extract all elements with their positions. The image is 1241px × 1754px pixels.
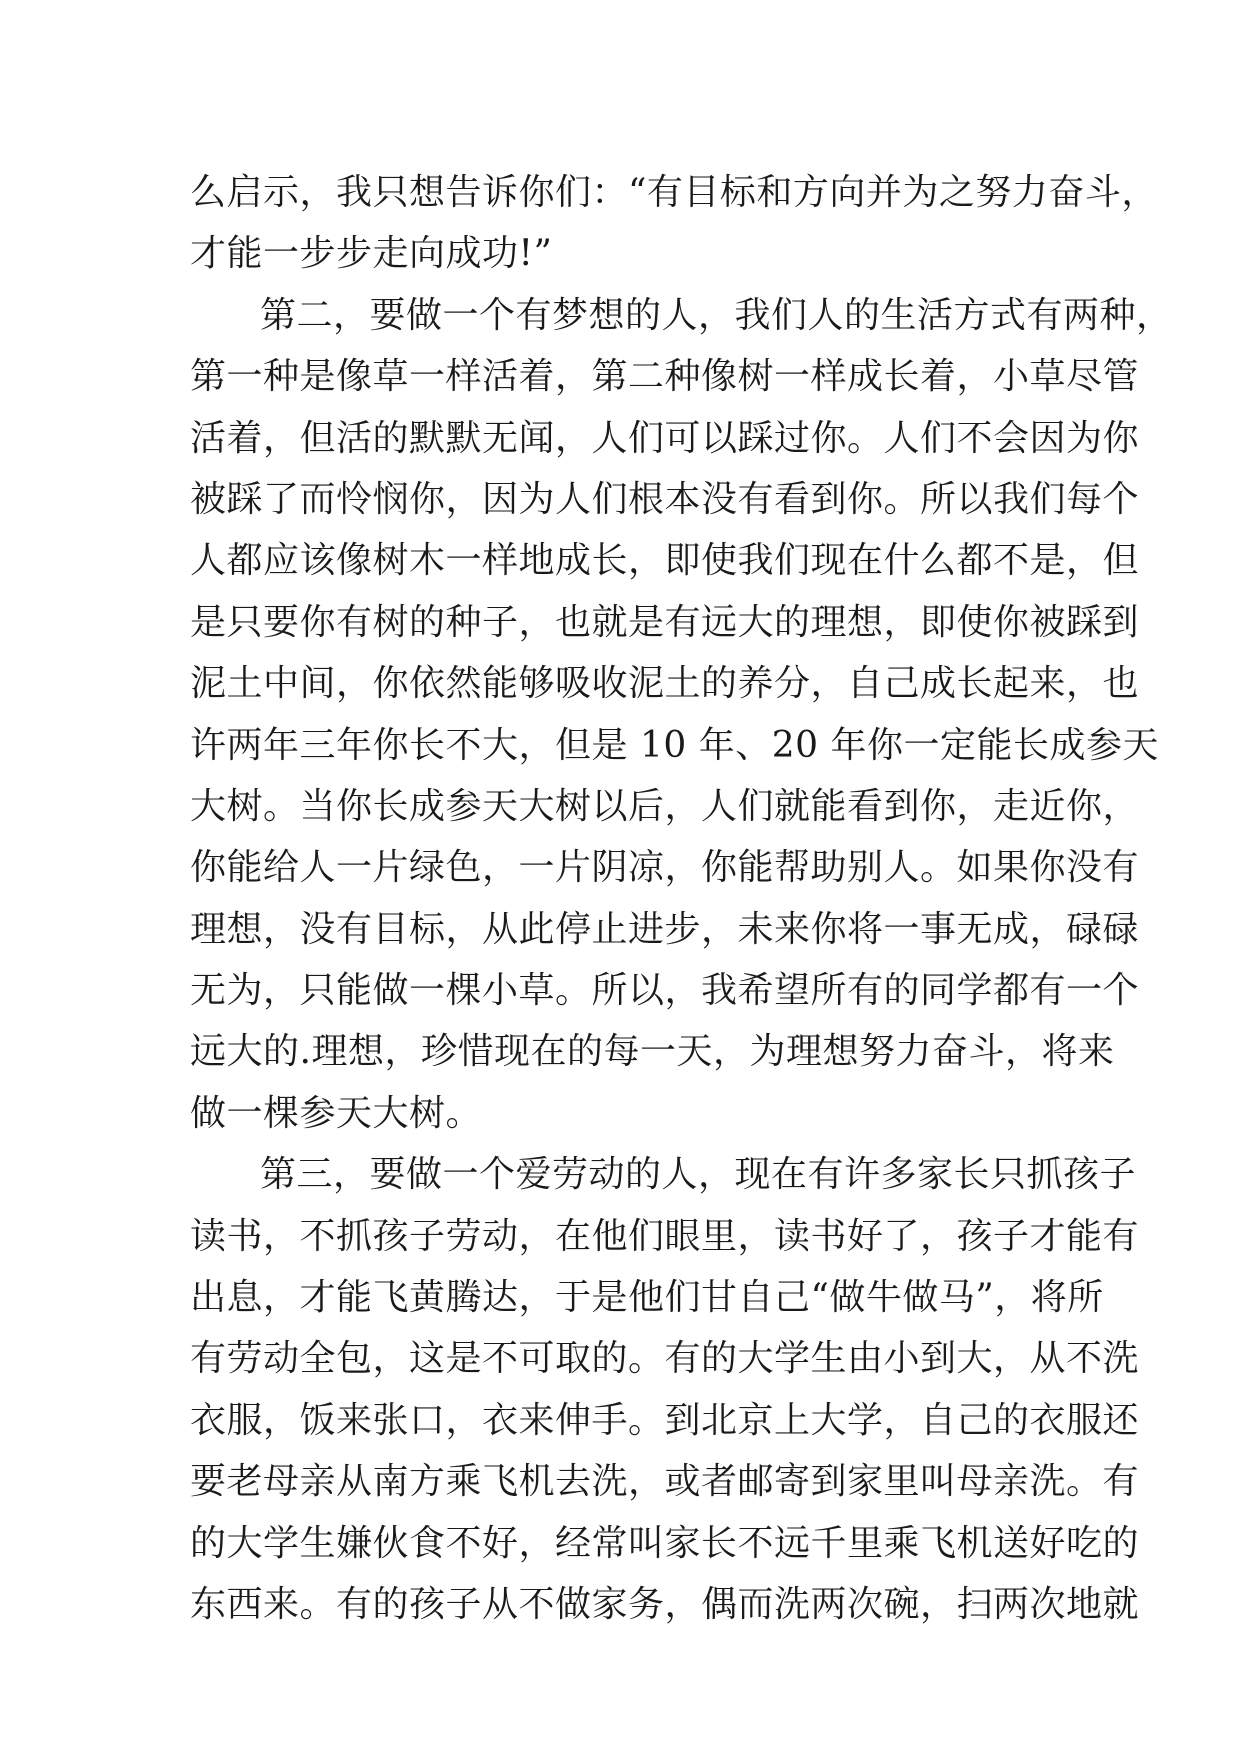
text-line: 衣服，饭来张口，衣来伸手。到北京上大学，自己的衣服还: [190, 1399, 1140, 1441]
text-line: 第一种是像草一样活着，第二种像树一样成长着，小草尽管: [190, 356, 1140, 398]
text-line: 做一棵参天大树。: [190, 1092, 483, 1134]
text-line: 远大的.理想，珍惜现在的每一天，为理想努力奋斗，将来: [190, 1031, 1115, 1073]
text-line: 东西来。有的孩子从不做家务，偶而洗两次碗，扫两次地就: [190, 1583, 1140, 1625]
text-line: 无为，只能做一棵小草。所以，我希望所有的同学都有一个: [190, 970, 1140, 1012]
text-line: 的大学生嫌伙食不好，经常叫家长不远千里乘飞机送好吃的: [190, 1522, 1140, 1564]
text-line: 人都应该像树木一样地成长，即使我们现在什么都不是，但: [190, 540, 1140, 582]
text-line: 大树。当你长成参天大树以后，人们就能看到你，走近你，: [190, 785, 1140, 827]
text-line: 出息，才能飞黄腾达，于是他们甘自己“做牛做马”，将所: [190, 1277, 1104, 1319]
text-line: 要老母亲从南方乘飞机去洗，或者邮寄到家里叫母亲洗。有: [190, 1461, 1140, 1503]
text-line: 第三，要做一个爱劳动的人，现在有许多家长只抓孩子: [260, 1154, 1137, 1196]
text-line: 才能一步步走向成功!”: [190, 233, 553, 275]
text-line: 泥土中间，你依然能够吸收泥土的养分，自己成长起来，也: [190, 663, 1140, 705]
text-line: 你能给人一片绿色，一片阴凉，你能帮助别人。如果你没有: [190, 847, 1140, 889]
text-line: 是只要你有树的种子，也就是有远大的理想，即使你被踩到: [190, 601, 1140, 643]
body-text: [190, 162, 1173, 1635]
text-line: 被踩了而怜悯你，因为人们根本没有看到你。所以我们每个: [190, 478, 1140, 520]
text-line: 有劳动全包，这是不可取的。有的大学生由小到大，从不洗: [190, 1338, 1140, 1380]
text-line: 读书，不抓孩子劳动，在他们眼里，读书好了，孩子才能有: [190, 1215, 1140, 1257]
text-line: 许两年三年你长不大，但是 10 年、20 年你一定能长成参天: [190, 724, 1159, 766]
text-line: 么启示，我只想告诉你们：“有目标和方向并为之努力奋斗，: [190, 172, 1158, 213]
text-line: 理想，没有目标，从此停止进步，未来你将一事无成，碌碌: [190, 908, 1140, 950]
text-line: 第二，要做一个有梦想的人，我们人的生活方式有两种，: [260, 294, 1173, 336]
text-line: 活着，但活的默默无闻，人们可以踩过你。人们不会因为你: [190, 417, 1140, 459]
